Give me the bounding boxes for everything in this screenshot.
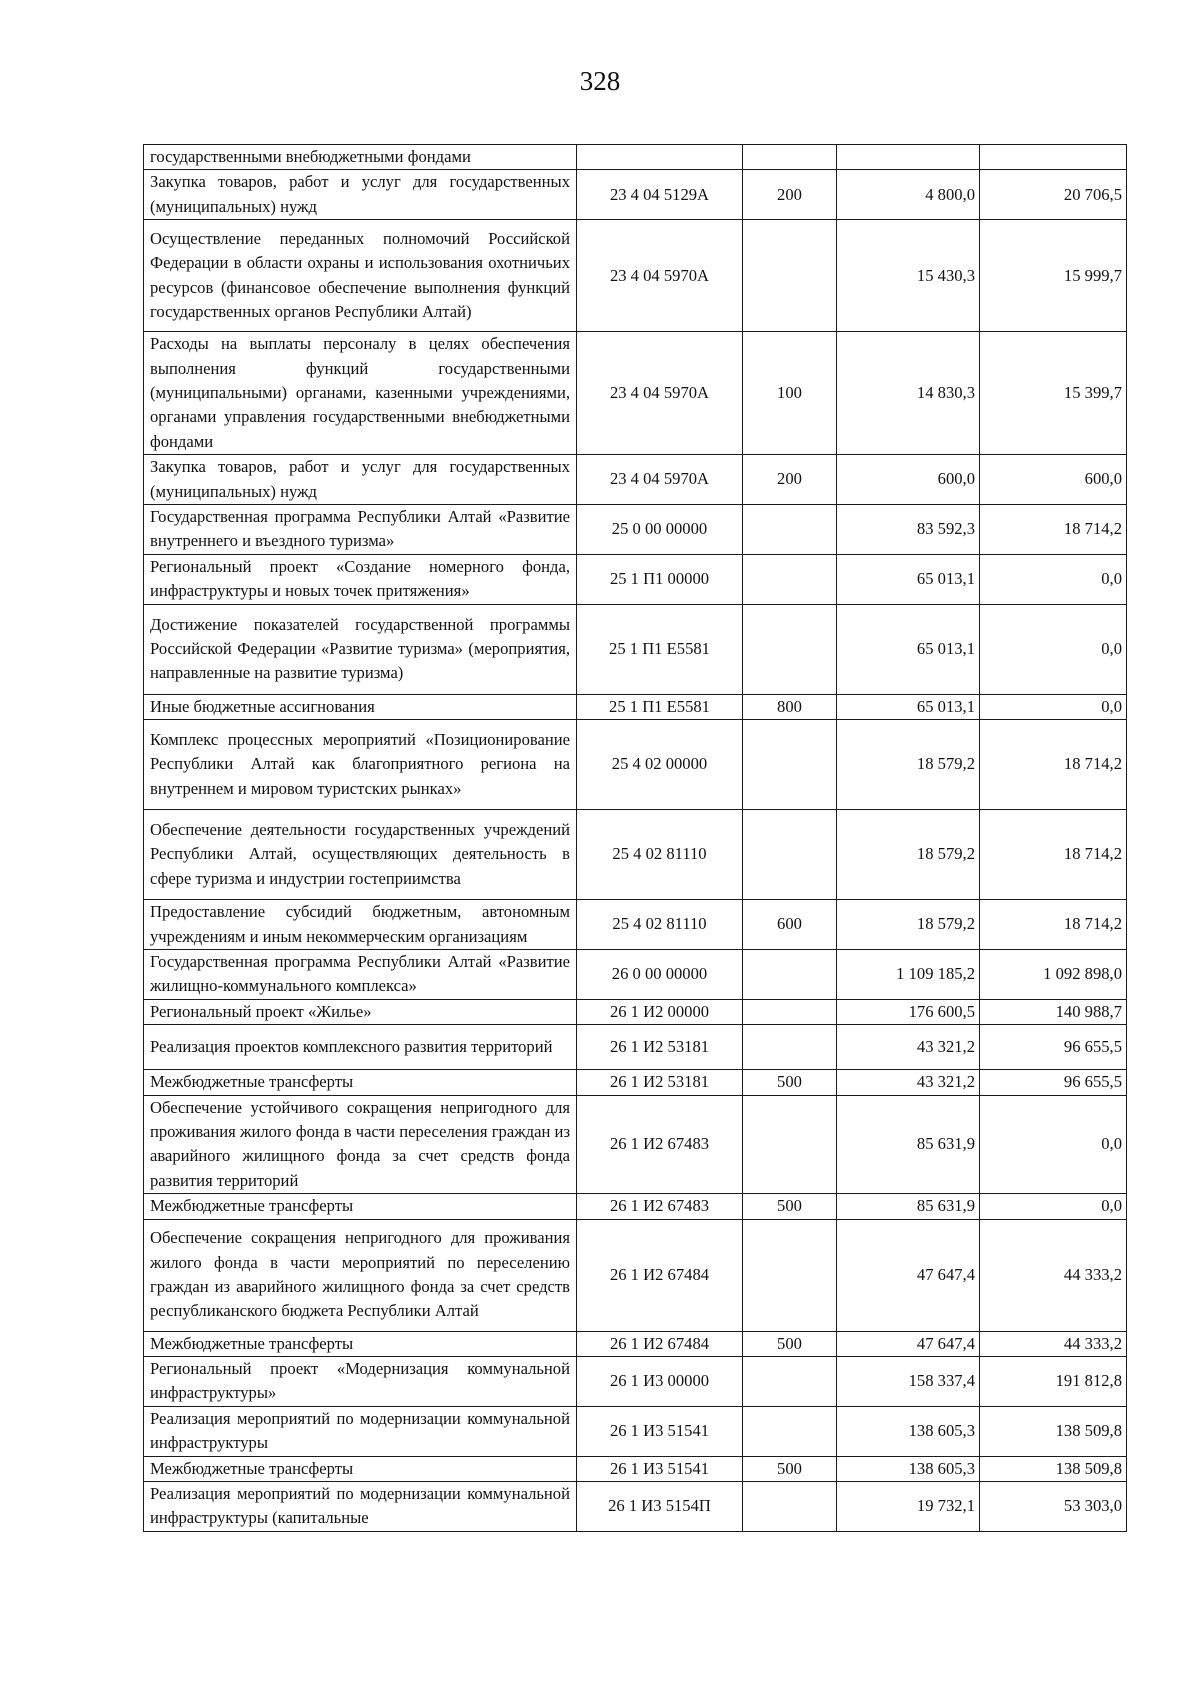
- page-number: 328: [579, 66, 621, 96]
- row-vr-cell: [743, 1095, 837, 1194]
- table-body: [144, 145, 1127, 1532]
- table-row: [144, 604, 1127, 694]
- row-csr-cell: [577, 145, 743, 170]
- row-vr-cell: 600: [743, 900, 837, 950]
- row-csr-cell: 26 1 И2 67483: [577, 1194, 743, 1219]
- table-row: [144, 1219, 1127, 1331]
- row-name-cell: Предоставление субсидий бюджетным, автономным учреждениям и иным некоммерческим организациям: [144, 900, 577, 950]
- row-vr-cell: [743, 720, 837, 810]
- row-csr-cell: 23 4 04 5970А: [577, 455, 743, 505]
- row-year2-amount-cell: 0,0: [980, 604, 1127, 694]
- table-row: [144, 1070, 1127, 1095]
- table-row: [144, 1406, 1127, 1456]
- row-name-cell: Закупка товаров, работ и услуг для государственных (муниципальных) нужд: [144, 455, 577, 505]
- table-row: [144, 1482, 1127, 1532]
- row-year1-amount-cell: 65 013,1: [837, 554, 980, 604]
- row-year1-amount-cell: 43 321,2: [837, 1070, 980, 1095]
- row-vr-cell: [743, 220, 837, 332]
- row-year2-amount-cell: 18 714,2: [980, 900, 1127, 950]
- row-name-cell: Межбюджетные трансферты: [144, 1070, 577, 1095]
- row-name-cell: Межбюджетные трансферты: [144, 1194, 577, 1219]
- row-year1-amount-cell: 65 013,1: [837, 604, 980, 694]
- row-year1-amount-cell: 1 109 185,2: [837, 949, 980, 999]
- row-vr-cell: 100: [743, 332, 837, 455]
- row-csr-cell: 25 4 02 81110: [577, 900, 743, 950]
- row-year2-amount-cell: 191 812,8: [980, 1356, 1127, 1406]
- row-year2-amount-cell: 140 988,7: [980, 999, 1127, 1024]
- row-year2-amount-cell: 20 706,5: [980, 170, 1127, 220]
- row-year1-amount-cell: 600,0: [837, 455, 980, 505]
- row-csr-cell: 23 4 04 5129А: [577, 170, 743, 220]
- row-year1-amount-cell: 15 430,3: [837, 220, 980, 332]
- table-row: [144, 1194, 1127, 1219]
- row-year2-amount-cell: 1 092 898,0: [980, 949, 1127, 999]
- row-year1-amount-cell: 18 579,2: [837, 720, 980, 810]
- row-csr-cell: 25 1 П1 00000: [577, 554, 743, 604]
- row-year2-amount-cell: 15 999,7: [980, 220, 1127, 332]
- row-name-cell: Обеспечение устойчивого сокращения непригодного для проживания жилого фонда в части переселения граждан из аварийного жилищного фонда за счет средств фонда развития территорий: [144, 1095, 577, 1194]
- row-year2-amount-cell: 18 714,2: [980, 720, 1127, 810]
- row-csr-cell: 25 0 00 00000: [577, 505, 743, 555]
- row-csr-cell: 26 1 И2 53181: [577, 1025, 743, 1070]
- row-name-cell: Региональный проект «Создание номерного фонда, инфраструктуры и новых точек притяжения»: [144, 554, 577, 604]
- row-year1-amount-cell: 176 600,5: [837, 999, 980, 1024]
- row-year1-amount-cell: 138 605,3: [837, 1406, 980, 1456]
- row-year1-amount-cell: 18 579,2: [837, 810, 980, 900]
- table-row: [144, 900, 1127, 950]
- row-year2-amount-cell: [980, 145, 1127, 170]
- row-name-cell: Государственная программа Республики Алтай «Развитие жилищно-коммунального комплекса»: [144, 949, 577, 999]
- row-csr-cell: 26 1 И3 51541: [577, 1406, 743, 1456]
- row-year2-amount-cell: 18 714,2: [980, 505, 1127, 555]
- row-name-cell: государственными внебюджетными фондами: [144, 145, 577, 170]
- row-year2-amount-cell: 0,0: [980, 1095, 1127, 1194]
- row-year1-amount-cell: 47 647,4: [837, 1219, 980, 1331]
- budget-table: [143, 144, 1127, 1532]
- row-name-cell: Иные бюджетные ассигнования: [144, 694, 577, 719]
- table-row: [144, 455, 1127, 505]
- row-name-cell: Комплекс процессных мероприятий «Позиционирование Республики Алтай как благоприятного региона на внутреннем и мировом туристских рынках»: [144, 720, 577, 810]
- row-name-cell: Осуществление переданных полномочий Российской Федерации в области охраны и использования охотничьих ресурсов (финансовое обеспечение выполнения функций государственных органов Республики Алтай): [144, 220, 577, 332]
- row-vr-cell: [743, 999, 837, 1024]
- row-year2-amount-cell: 53 303,0: [980, 1482, 1127, 1532]
- row-vr-cell: 800: [743, 694, 837, 719]
- table-row: [144, 220, 1127, 332]
- row-year2-amount-cell: 44 333,2: [980, 1331, 1127, 1356]
- table-row: [144, 1095, 1127, 1194]
- row-vr-cell: 200: [743, 455, 837, 505]
- table-row: [144, 554, 1127, 604]
- row-vr-cell: [743, 1025, 837, 1070]
- row-vr-cell: 500: [743, 1070, 837, 1095]
- row-year1-amount-cell: 4 800,0: [837, 170, 980, 220]
- row-vr-cell: 500: [743, 1194, 837, 1219]
- row-name-cell: Закупка товаров, работ и услуг для государственных (муниципальных) нужд: [144, 170, 577, 220]
- row-year1-amount-cell: 43 321,2: [837, 1025, 980, 1070]
- row-name-cell: Реализация мероприятий по модернизации коммунальной инфраструктуры (капитальные: [144, 1482, 577, 1532]
- row-year1-amount-cell: 138 605,3: [837, 1456, 980, 1481]
- row-vr-cell: 500: [743, 1456, 837, 1481]
- row-name-cell: Региональный проект «Модернизация коммунальной инфраструктуры»: [144, 1356, 577, 1406]
- row-csr-cell: 26 1 И3 00000: [577, 1356, 743, 1406]
- row-year2-amount-cell: 15 399,7: [980, 332, 1127, 455]
- row-vr-cell: [743, 505, 837, 555]
- row-csr-cell: 23 4 04 5970А: [577, 332, 743, 455]
- row-name-cell: Расходы на выплаты персоналу в целях обеспечения выполнения функций государственными (муниципальными) органами, казенными учреждениями, органами управления государственными внебюджетными фондами: [144, 332, 577, 455]
- row-year2-amount-cell: 0,0: [980, 1194, 1127, 1219]
- table-row: [144, 145, 1127, 170]
- row-year2-amount-cell: 96 655,5: [980, 1070, 1127, 1095]
- row-vr-cell: [743, 1356, 837, 1406]
- row-vr-cell: [743, 810, 837, 900]
- row-csr-cell: 25 4 02 81110: [577, 810, 743, 900]
- row-year1-amount-cell: 65 013,1: [837, 694, 980, 719]
- row-vr-cell: [743, 145, 837, 170]
- row-name-cell: Реализация проектов комплексного развития территорий: [144, 1025, 577, 1070]
- table-row: [144, 1356, 1127, 1406]
- table-row: [144, 170, 1127, 220]
- row-vr-cell: [743, 1482, 837, 1532]
- row-vr-cell: [743, 949, 837, 999]
- row-vr-cell: [743, 1406, 837, 1456]
- row-year1-amount-cell: 47 647,4: [837, 1331, 980, 1356]
- row-csr-cell: 26 1 И2 00000: [577, 999, 743, 1024]
- row-year2-amount-cell: 0,0: [980, 554, 1127, 604]
- row-name-cell: Достижение показателей государственной программы Российской Федерации «Развитие туризма» (мероприятия, направленные на развитие туризма): [144, 604, 577, 694]
- row-year1-amount-cell: 158 337,4: [837, 1356, 980, 1406]
- row-name-cell: Обеспечение деятельности государственных учреждений Республики Алтай, осуществляющих деятельность в сфере туризма и индустрии гостеприимства: [144, 810, 577, 900]
- row-csr-cell: 25 1 П1 Е5581: [577, 694, 743, 719]
- row-year1-amount-cell: 14 830,3: [837, 332, 980, 455]
- row-csr-cell: 26 1 И3 51541: [577, 1456, 743, 1481]
- row-year1-amount-cell: 83 592,3: [837, 505, 980, 555]
- row-csr-cell: 26 1 И2 53181: [577, 1070, 743, 1095]
- table-row: [144, 999, 1127, 1024]
- row-csr-cell: 26 1 И2 67483: [577, 1095, 743, 1194]
- table-row: [144, 1331, 1127, 1356]
- table-row: [144, 505, 1127, 555]
- table-row: [144, 949, 1127, 999]
- table-row: [144, 694, 1127, 719]
- row-csr-cell: 26 1 И3 5154П: [577, 1482, 743, 1532]
- row-name-cell: Межбюджетные трансферты: [144, 1456, 577, 1481]
- row-csr-cell: 23 4 04 5970А: [577, 220, 743, 332]
- row-name-cell: Государственная программа Республики Алтай «Развитие внутреннего и въездного туризма»: [144, 505, 577, 555]
- row-year2-amount-cell: 600,0: [980, 455, 1127, 505]
- row-year2-amount-cell: 0,0: [980, 694, 1127, 719]
- row-vr-cell: 200: [743, 170, 837, 220]
- row-csr-cell: 26 1 И2 67484: [577, 1331, 743, 1356]
- row-name-cell: Реализация мероприятий по модернизации коммунальной инфраструктуры: [144, 1406, 577, 1456]
- row-csr-cell: 25 4 02 00000: [577, 720, 743, 810]
- row-year2-amount-cell: 138 509,8: [980, 1406, 1127, 1456]
- row-csr-cell: 26 1 И2 67484: [577, 1219, 743, 1331]
- row-year1-amount-cell: 18 579,2: [837, 900, 980, 950]
- row-year2-amount-cell: 96 655,5: [980, 1025, 1127, 1070]
- row-vr-cell: 500: [743, 1331, 837, 1356]
- table-row: [144, 332, 1127, 455]
- row-year2-amount-cell: 18 714,2: [980, 810, 1127, 900]
- row-year1-amount-cell: 85 631,9: [837, 1095, 980, 1194]
- row-year2-amount-cell: 138 509,8: [980, 1456, 1127, 1481]
- row-year1-amount-cell: 19 732,1: [837, 1482, 980, 1532]
- row-csr-cell: 25 1 П1 Е5581: [577, 604, 743, 694]
- row-year1-amount-cell: 85 631,9: [837, 1194, 980, 1219]
- row-vr-cell: [743, 604, 837, 694]
- row-vr-cell: [743, 554, 837, 604]
- row-name-cell: Региональный проект «Жилье»: [144, 999, 577, 1024]
- table-row: [144, 810, 1127, 900]
- row-csr-cell: 26 0 00 00000: [577, 949, 743, 999]
- row-vr-cell: [743, 1219, 837, 1331]
- row-year1-amount-cell: [837, 145, 980, 170]
- row-name-cell: Обеспечение сокращения непригодного для проживания жилого фонда в части мероприятий по переселению граждан из аварийного жилищного фонда за счет средств республиканского бюджета Республики Алтай: [144, 1219, 577, 1331]
- row-year2-amount-cell: 44 333,2: [980, 1219, 1127, 1331]
- table-row: [144, 1456, 1127, 1481]
- table-row: [144, 1025, 1127, 1070]
- row-name-cell: Межбюджетные трансферты: [144, 1331, 577, 1356]
- table-row: [144, 720, 1127, 810]
